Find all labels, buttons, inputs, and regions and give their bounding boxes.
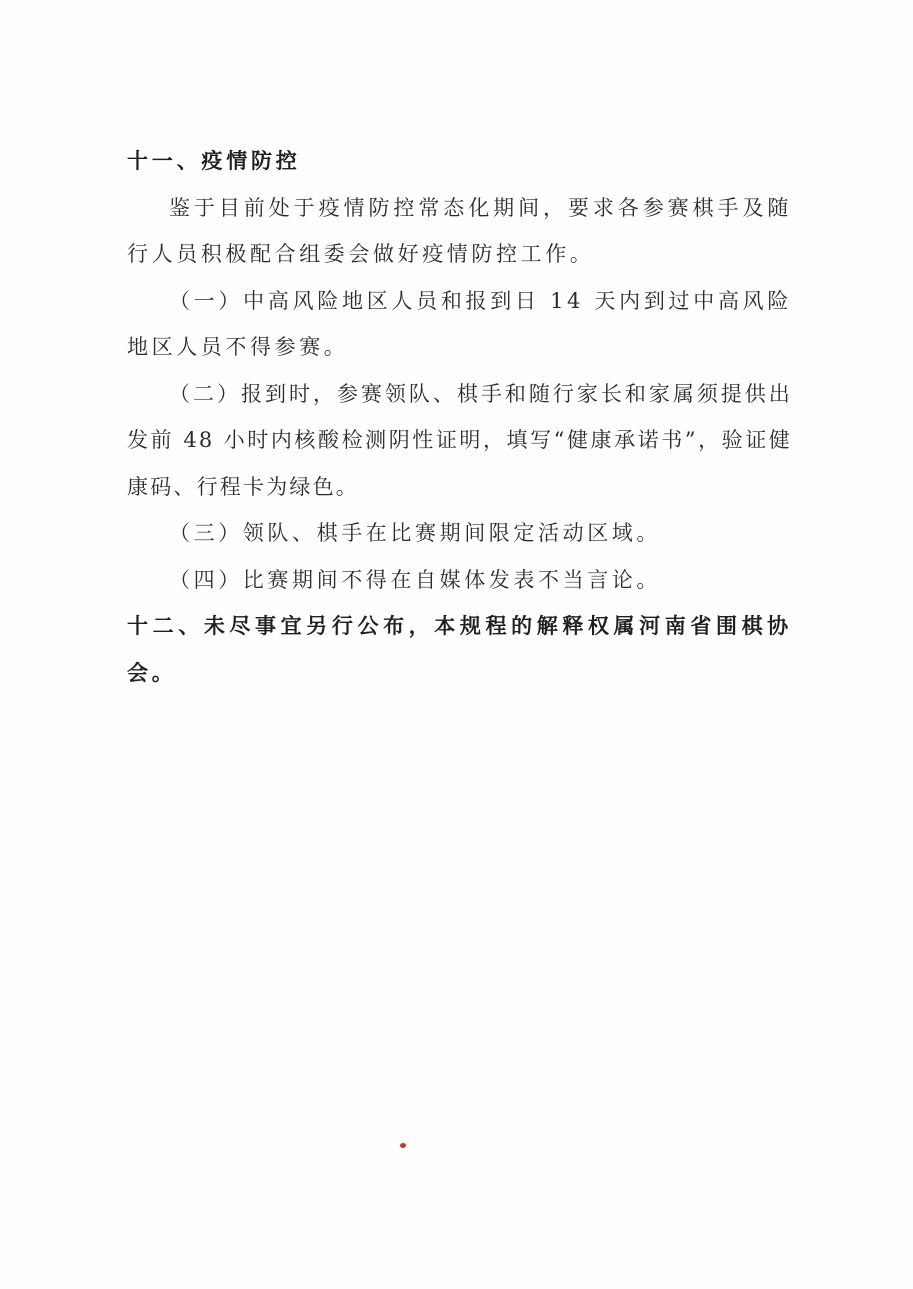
section-11-heading: 十一、疫情防控 [127,149,301,173]
red-mark-dot [400,1143,406,1148]
section-11-item-3: （三）领队、棋手在比赛期间限定活动区域。 [169,521,661,545]
document-body [127,138,792,696]
section-11-item-1: （一）中高风险地区人员和报到日 14 天内到过中高风险地区人员不得参赛。 [127,288,792,359]
section-11-item-4: （四）比赛期间不得在自媒体发表不当言论。 [169,567,661,592]
section-11-intro: 鉴于目前处于疫情防控常态化期间，要求各参赛棋手及随行人员积极配合组委会做好疫情防控工作。 [127,195,792,266]
section-11-item-2: （二）报到时，参赛领队、棋手和随行家长和家属须提供出发前 48 小时内核酸检测阴性证明，填写“健康承诺书”，验证健康码、行程卡为绿色。 [127,381,792,499]
section-12-heading: 十二、未尽事宜另行公布，本规程的解释权属河南省围棋协会。 [127,614,792,685]
